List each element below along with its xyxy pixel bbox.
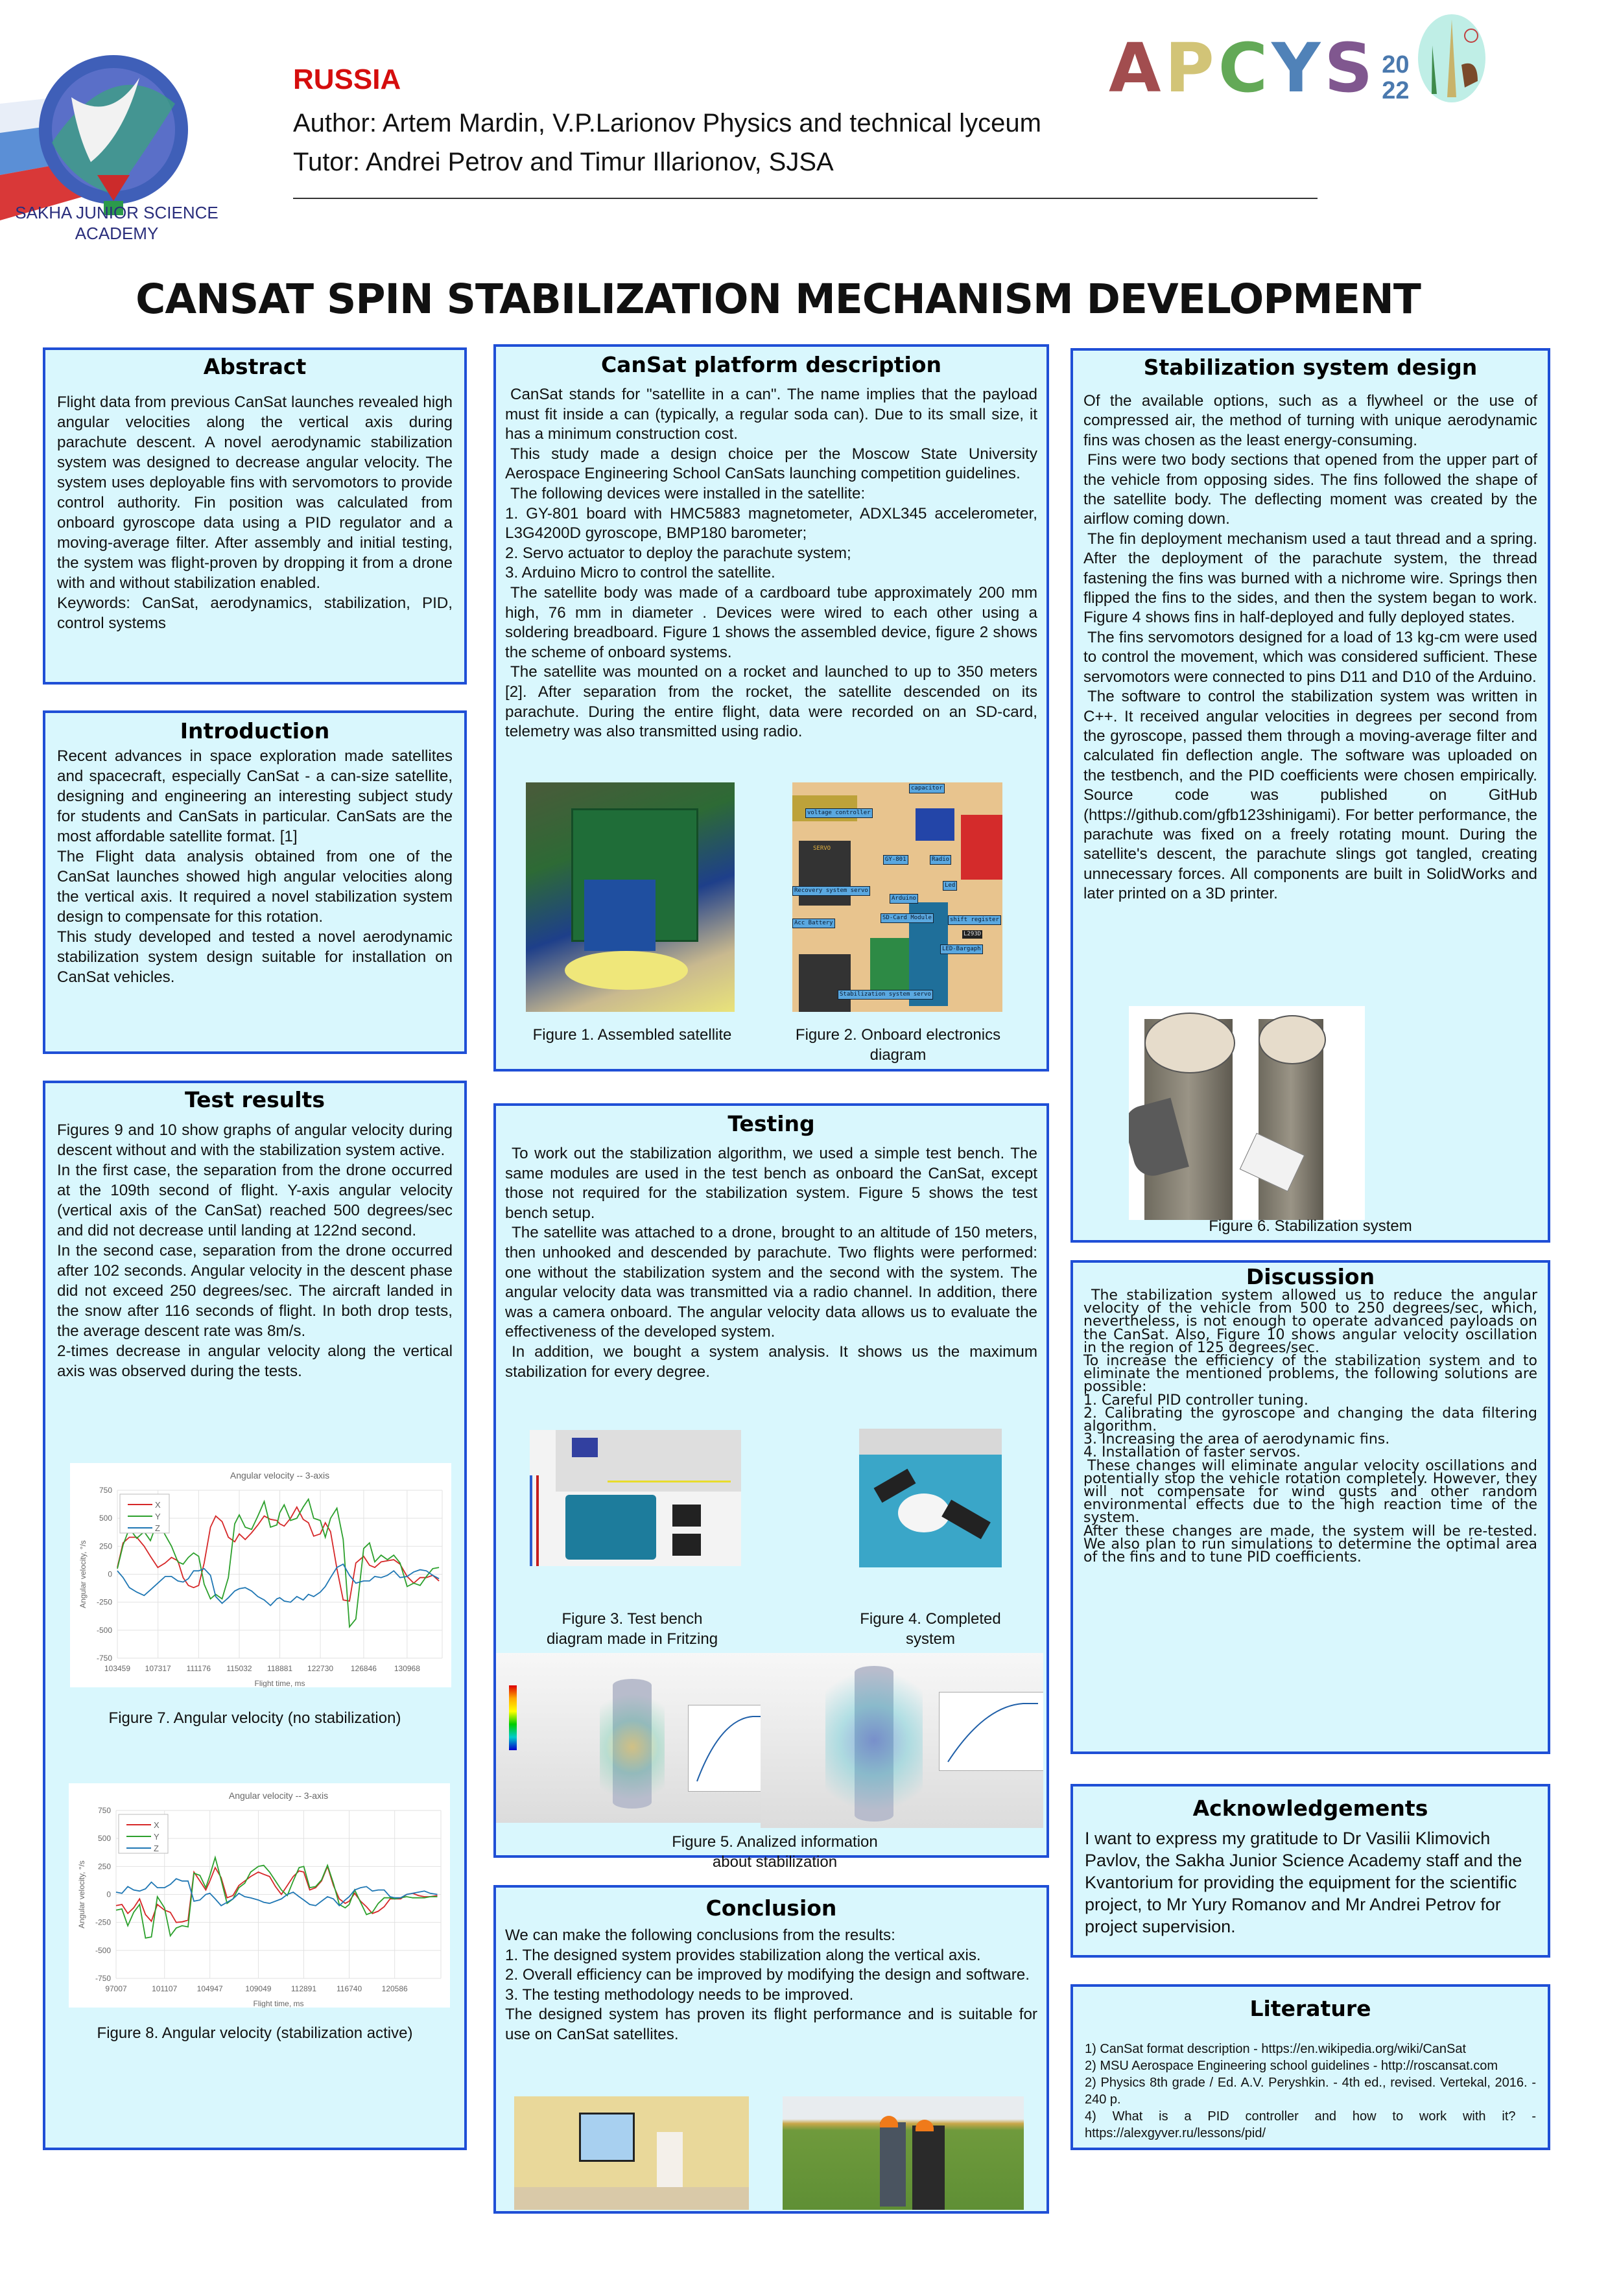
chart-title: Angular velocity -- 3-axis bbox=[228, 1790, 329, 1801]
literature-heading: Literature bbox=[1249, 1996, 1371, 2021]
x-tick-label: 109049 bbox=[245, 1984, 272, 1993]
apcys-logo bbox=[1109, 19, 1602, 117]
cansat-paragraph: 2. Servo actuator to deploy the parachute system; bbox=[505, 544, 851, 562]
conclusion-panel bbox=[493, 1885, 1049, 2214]
conclusion-line: We can make the following conclusions from the results: bbox=[505, 1927, 895, 1944]
figure1-assembled-satellite-photo bbox=[526, 782, 735, 1012]
academy-name-line1: SAKHA JUNIOR SCIENCE bbox=[15, 203, 219, 222]
apcys-letter: A bbox=[1109, 29, 1161, 108]
figure2-label: L293D bbox=[964, 931, 982, 937]
figure2-label: LED-Bargaph bbox=[940, 944, 983, 954]
figure2-label: SERVO bbox=[813, 845, 831, 852]
figure2-label: SD-Card Module bbox=[881, 913, 934, 923]
figure3-fritzing-diagram bbox=[530, 1430, 741, 1566]
cansat-paragraph: The satellite was mounted on a rocket and launched to up to 350 meters [2]. After separation from the rocket, the satellite descended on its parachute. During the entire flight, data were recorded on an SD-card, telemetry was also transmitted using radio. bbox=[505, 663, 1037, 741]
tutor-label: Tutor: bbox=[293, 148, 360, 176]
academy-name bbox=[13, 202, 220, 244]
figure6-caption: Figure 6. Stabilization system bbox=[1209, 1217, 1412, 1235]
test-results-paragraph: 2-times decrease in angular velocity along the vertical axis was observed during the tests. bbox=[57, 1342, 453, 1380]
discussion-line: These changes will eliminate angular velocity oscillations and potentially stop the vehicle rotation completely. However, they will not compensate for wind gusts and other random environmental effects due to the high reaction time of the system. bbox=[1083, 1457, 1537, 1527]
author-line bbox=[293, 109, 1041, 138]
literature-panel bbox=[1070, 1984, 1550, 2150]
y-tick-label: -500 bbox=[95, 1945, 111, 1955]
testing-paragraph: In addition, we bought a system analysis. It shows us the maximum stabilization for every degree. bbox=[505, 1342, 1037, 1381]
figure4-completed-system-photo bbox=[859, 1429, 1002, 1567]
x-tick-label: 101107 bbox=[152, 1984, 178, 1993]
figure3-caption: Figure 3. Test bench diagram made in Fritzing bbox=[546, 1610, 718, 1648]
cansat-paragraph: The satellite body was made of a cardboard tube approximately 200 mm high, 76 mm in diameter . Devices were wired to each other using a soldering breadboard. Figure 1 shows the assembled device, figure 2 shows the scheme of onboard systems. bbox=[505, 583, 1037, 661]
stabilization-paragraph: Fins were two body sections that opened from the upper part of the vehicle from opposing sides. The fins followed the shape of the satellite body. The deflecting moment was created by the airflow coming down. bbox=[1083, 451, 1537, 528]
figure2-electronics-diagram bbox=[792, 782, 1002, 1012]
x-tick-label: 111176 bbox=[186, 1664, 211, 1673]
figure8-chart-svg bbox=[69, 1783, 450, 2008]
legend-label: Y bbox=[154, 1832, 160, 1842]
stabilization-design-panel bbox=[1070, 348, 1550, 1243]
acknowledgements-panel bbox=[1070, 1784, 1550, 1958]
test-results-paragraph: Figures 9 and 10 show graphs of angular velocity during descent without and with the stabilization system active. bbox=[57, 1121, 453, 1159]
field-test-photo bbox=[783, 2096, 1024, 2210]
abstract-panel bbox=[43, 347, 467, 685]
literature-item: 4) What is a PID controller and how to work with it? - https://alexgyver.ru/lessons/pid/ bbox=[1085, 2109, 1536, 2140]
discussion-line: 1. Careful PID controller tuning. bbox=[1083, 1392, 1308, 1409]
apcys-letter: P bbox=[1165, 29, 1214, 108]
figure5-left-curve bbox=[694, 1713, 768, 1784]
x-tick-label: 112891 bbox=[290, 1984, 317, 1993]
figure5-caption: Figure 5. Analized information about stabilization bbox=[672, 1833, 878, 1871]
figure8-chart bbox=[69, 1783, 450, 2008]
legend-label: Z bbox=[155, 1523, 160, 1533]
test-results-paragraph: In the second case, separation from the drone occurred after 102 seconds. Angular velocity in the descent phase did not exceed 250 degrees/sec. The aircraft landed in the snow after 116 seconds of flight. In both drop tests, the average descent rate was 8m/s. bbox=[57, 1242, 453, 1340]
figure2-label: Radio bbox=[930, 855, 951, 865]
discussion-line: After these changes are made, the system will be re-tested. We also plan to run simulations to determine the optimal area of the fins and to tune PID coefficients. bbox=[1083, 1523, 1537, 1566]
figure5-right-curve bbox=[945, 1700, 1039, 1764]
stabilization-design-heading: Stabilization system design bbox=[1143, 355, 1478, 380]
x-tick-label: 116740 bbox=[337, 1984, 362, 1993]
legend-label: X bbox=[154, 1820, 160, 1830]
cansat-paragraph: The following devices were installed in the satellite: bbox=[510, 484, 866, 502]
conclusion-line: 3. The testing methodology needs to be improved. bbox=[505, 1986, 854, 2004]
stabilization-paragraph: The fin deployment mechanism used a taut thread and a spring. After the deployment of the parachute system, the thread fastening the fins was burned with a nichrome wire. Springs then flipped the fins to the sides, and then the system began to work. Figure 4 shows fins in half-deployed and fully deployed states. bbox=[1083, 530, 1537, 627]
presentation-photo bbox=[514, 2096, 749, 2210]
y-tick-label: 0 bbox=[106, 1890, 111, 1899]
conclusion-line: 2. Overall efficiency can be improved by modifying the design and software. bbox=[505, 1966, 1030, 1984]
y-tick-label: -250 bbox=[96, 1597, 112, 1607]
introduction-panel bbox=[43, 710, 467, 1054]
introduction-heading: Introduction bbox=[180, 718, 330, 744]
cansat-paragraph: 3. Arduino Micro to control the satellite. bbox=[505, 564, 775, 582]
figure2-label: Stabilization system servo bbox=[838, 990, 933, 1000]
y-tick-label: 750 bbox=[97, 1806, 111, 1815]
figure5-simulation-image-right bbox=[761, 1653, 1043, 1828]
apcys-letters bbox=[1109, 29, 1377, 108]
figure6-stabilization-render bbox=[1129, 1006, 1365, 1220]
literature-item: 2) Physics 8th grade / Ed. A.V. Peryshkin. - 4th ed., revised. Vertekal, 2016. - 240 p. bbox=[1085, 2076, 1536, 2107]
discussion-line: The stabilization system allowed us to reduce the angular velocity of the vehicle from 500 to 250 degrees/sec, which, nevertheless, is not enough to operate advanced payloads on the CanSat. Also, Figure 10 shows angular velocity oscillation in the region of 125 degrees/sec. bbox=[1083, 1287, 1537, 1356]
country-label: RUSSIA bbox=[293, 64, 401, 95]
discussion-line: To increase the efficiency of the stabilization system and to eliminate the mentioned problems, the following solutions are possible: bbox=[1083, 1353, 1537, 1396]
y-tick-label: 0 bbox=[108, 1569, 112, 1579]
y-tick-label: -250 bbox=[95, 1917, 111, 1927]
stabilization-paragraph: The software to control the stabilization system was written in C++. It received angular velocities in degrees per second from the gyroscope, passed them through a moving-average filter and calculated fin deflection angle. The software was uploaded on the testbench, and the PID coefficients were chosen empirically. Source code was published on GitHub (https://github.com/gfb123shinigami). For better performance, the parachute was fixed on a freely rotating mount. During the satellite's descent, the parachute slings got tangled, creating unnecessary forces. All components are built in SolidWorks and later printed on a 3D printer. bbox=[1083, 688, 1537, 903]
cansat-platform-heading: CanSat platform description bbox=[600, 352, 942, 377]
header-divider bbox=[293, 198, 1318, 199]
figure2-label: GY-801 bbox=[883, 855, 908, 865]
x-tick-label: 104947 bbox=[196, 1984, 223, 1993]
figure7-chart bbox=[70, 1463, 451, 1687]
y-axis-label: Angular velocity, °/s bbox=[77, 1860, 86, 1928]
author-value: Artem Mardin, V.P.Larionov Physics and technical lyceum bbox=[382, 109, 1041, 137]
x-tick-label: 130968 bbox=[394, 1664, 420, 1673]
apcys-letter: C bbox=[1218, 29, 1268, 108]
y-tick-label: -750 bbox=[96, 1654, 112, 1663]
literature-item: 2) MSU Aerospace Engineering school guidelines - http://roscansat.com bbox=[1085, 2059, 1498, 2073]
chart-title: Angular velocity -- 3-axis bbox=[230, 1470, 330, 1481]
figure8-caption: Figure 8. Angular velocity (stabilization active) bbox=[97, 2024, 413, 2042]
cansat-platform-panel bbox=[493, 344, 1049, 1072]
apcys-year-top: 20 bbox=[1382, 51, 1410, 78]
tutor-value: Andrei Petrov and Timur Illarionov, SJSA bbox=[365, 148, 834, 176]
apcys-year-bottom: 22 bbox=[1382, 77, 1410, 104]
discussion-line: 4. Installation of faster servos. bbox=[1083, 1444, 1301, 1461]
x-axis-label: Flight time, ms bbox=[254, 1679, 305, 1687]
figure4-caption: Figure 4. Completed system bbox=[860, 1610, 1001, 1648]
figure2-label: capacitor bbox=[909, 784, 945, 793]
figure5-simulation-image-left bbox=[496, 1653, 779, 1823]
x-tick-label: 97007 bbox=[105, 1984, 127, 1993]
discussion-panel bbox=[1070, 1260, 1550, 1754]
cansat-paragraph: 1. GY-801 board with HMC5883 magnetometer, ADXL345 accelerometer, L3G4200D gyroscope, BMP180 barometer; bbox=[505, 504, 1037, 543]
author-label: Author: bbox=[293, 109, 377, 137]
legend-label: Z bbox=[154, 1844, 159, 1853]
figure2-label: voltage controller bbox=[805, 808, 873, 818]
figure2-label: Acc Battery bbox=[792, 919, 835, 928]
figure2-label: Arduino bbox=[890, 894, 918, 904]
apcys-letter: Y bbox=[1271, 29, 1321, 108]
apcys-year bbox=[1382, 52, 1409, 104]
testing-paragraph: To work out the stabilization algorithm, we used a simple test bench. The same modules are used in the test bench as onboard the CanSat, except those not required for the stabilization system. Figure 5 shows the test bench setup. bbox=[505, 1145, 1037, 1222]
cansat-paragraph: This study made a design choice per the Moscow State University Aerospace Engineering School CanSats launching competition guidelines. bbox=[505, 445, 1037, 483]
series-line-z bbox=[117, 1564, 439, 1606]
x-tick-label: 122730 bbox=[307, 1664, 334, 1673]
literature-item: 1) CanSat format description - https://en.wikipedia.org/wiki/CanSat bbox=[1085, 2042, 1467, 2056]
y-tick-label: 750 bbox=[99, 1486, 112, 1495]
legend-label: Y bbox=[155, 1512, 161, 1521]
cansat-paragraph: CanSat stands for "satellite in a can". The name implies that the payload must fit inside a can (typically, a regular soda can). Due to its small size, it has a minimum construction cost. bbox=[505, 386, 1037, 443]
x-tick-label: 115032 bbox=[226, 1664, 252, 1673]
test-results-heading: Test results bbox=[185, 1087, 325, 1112]
legend-label: X bbox=[155, 1500, 161, 1510]
abstract-heading: Abstract bbox=[203, 354, 307, 379]
y-axis-label: Angular velocity, °/s bbox=[78, 1540, 88, 1608]
discussion-heading: Discussion bbox=[1246, 1264, 1375, 1289]
conclusion-line: 1. The designed system provides stabilization along the vertical axis. bbox=[505, 1946, 981, 1964]
y-tick-label: -500 bbox=[96, 1625, 112, 1635]
tutor-line bbox=[293, 148, 834, 177]
poster-title: CANSAT SPIN STABILIZATION MECHANISM DEVELOPMENT bbox=[136, 275, 1421, 323]
x-tick-label: 126846 bbox=[350, 1664, 377, 1673]
introduction-paragraph: The Flight data analysis obtained from one of the CanSat launches showed high angular velocities along the vertical axis. It required a novel stabilization system design to compensate for this rotation. bbox=[57, 848, 453, 926]
figure7-chart-svg bbox=[70, 1463, 451, 1687]
discussion-line: 2. Calibrating the gyroscope and changing the data filtering algorithm. bbox=[1083, 1405, 1537, 1435]
y-tick-label: 250 bbox=[99, 1541, 112, 1551]
abstract-keywords: Keywords: CanSat, aerodynamics, stabilization, PID, control systems bbox=[57, 594, 453, 632]
figure2-label: shift register bbox=[948, 915, 1001, 925]
stabilization-paragraph: The fins servomotors designed for a load of 13 kg-cm were used to control the movement, which was considered sufficient. These servomotors were connected to pins D11 and D10 of the Arduino. bbox=[1083, 628, 1537, 686]
stabilization-paragraph: Of the available options, such as a flywheel or the use of compressed air, the method of turning with unique aerodynamic fins was chosen as the least energy-consuming. bbox=[1083, 392, 1537, 449]
testing-panel bbox=[493, 1103, 1049, 1871]
testing-paragraph: The satellite was attached to a drone, brought to an altitude of 150 meters, then unhooked and descended by parachute. Two flights were performed: one without the stabilization system and the second with the system. The angular velocity data was transmitted via a radio channel. In addition, there was a camera onboard. The angular velocity data allows us to evaluate the effectiveness of the developed system. bbox=[505, 1224, 1037, 1341]
y-tick-label: 500 bbox=[99, 1514, 112, 1523]
conclusion-line: The designed system has proven its flight performance and is suitable for use on CanSat satellites. bbox=[505, 2006, 1037, 2043]
abstract-text: Flight data from previous CanSat launches revealed high angular velocities along the vertical axis during parachute descent. A novel aerodynamic stabilization system was designed to decrease angular velocity. The system uses deployable fins with servomotors to provide control authority. Fin position was calculated from onboard gyroscope data using a PID regulator and a moving-average filter. After assembly and initial testing, the system was flight-proven by dropping it from a drone with and without stabilization enabled. bbox=[57, 393, 453, 592]
introduction-paragraph: Recent advances in space exploration made satellites and spacecraft, especially CanSat - a can-size satellite, designing and engineering an interesting subject study for students and CanSats in particular. CanSats are the most affordable satellite format. [1] bbox=[57, 747, 453, 845]
x-tick-label: 103459 bbox=[104, 1664, 131, 1673]
x-axis-label: Flight time, ms bbox=[253, 1999, 304, 2008]
acknowledgements-text: I want to express my gratitude to Dr Vasilii Klimovich Pavlov, the Sakha Junior Science Academy staff and the Kvantorium for providing the equipment for the scientific project, to Mr Yury Romanov and Mr Andrei Petrov for project supervision. bbox=[1085, 1829, 1522, 1936]
academy-name-line2: ACADEMY bbox=[75, 224, 159, 243]
figure2-label: Recovery system servo bbox=[792, 886, 870, 896]
apcys-letter: S bbox=[1324, 29, 1373, 108]
x-tick-label: 118881 bbox=[266, 1664, 293, 1673]
apcys-emblem-icon bbox=[1416, 13, 1487, 104]
discussion-line: 3. Increasing the area of aerodynamic fins. bbox=[1083, 1431, 1390, 1448]
testing-heading: Testing bbox=[727, 1111, 815, 1136]
y-tick-label: -750 bbox=[95, 1974, 111, 1983]
test-results-paragraph: In the first case, the separation from the drone occurred at the 109th second of flight. Y-axis angular velocity (vertical axis of the CanSat) reached 500 degrees/sec and did not decrease until landing at 122nd second. bbox=[57, 1162, 453, 1239]
x-tick-label: 107317 bbox=[145, 1664, 171, 1673]
x-tick-label: 120586 bbox=[381, 1984, 408, 1993]
figure2-caption: Figure 2. Onboard electronics diagram bbox=[795, 1026, 1001, 1064]
figure7-caption: Figure 7. Angular velocity (no stabilization) bbox=[108, 1709, 401, 1727]
introduction-paragraph: This study developed and tested a novel aerodynamic stabilization system design suitable for installation on CanSat vehicles. bbox=[57, 928, 453, 986]
figure1-caption: Figure 1. Assembled satellite bbox=[532, 1026, 732, 1044]
figure2-label: Led bbox=[943, 881, 957, 891]
conclusion-heading: Conclusion bbox=[705, 1895, 837, 1921]
y-tick-label: 500 bbox=[97, 1834, 111, 1844]
acknowledgements-heading: Acknowledgements bbox=[1192, 1796, 1428, 1821]
y-tick-label: 250 bbox=[97, 1862, 111, 1871]
test-results-panel bbox=[43, 1081, 467, 2150]
